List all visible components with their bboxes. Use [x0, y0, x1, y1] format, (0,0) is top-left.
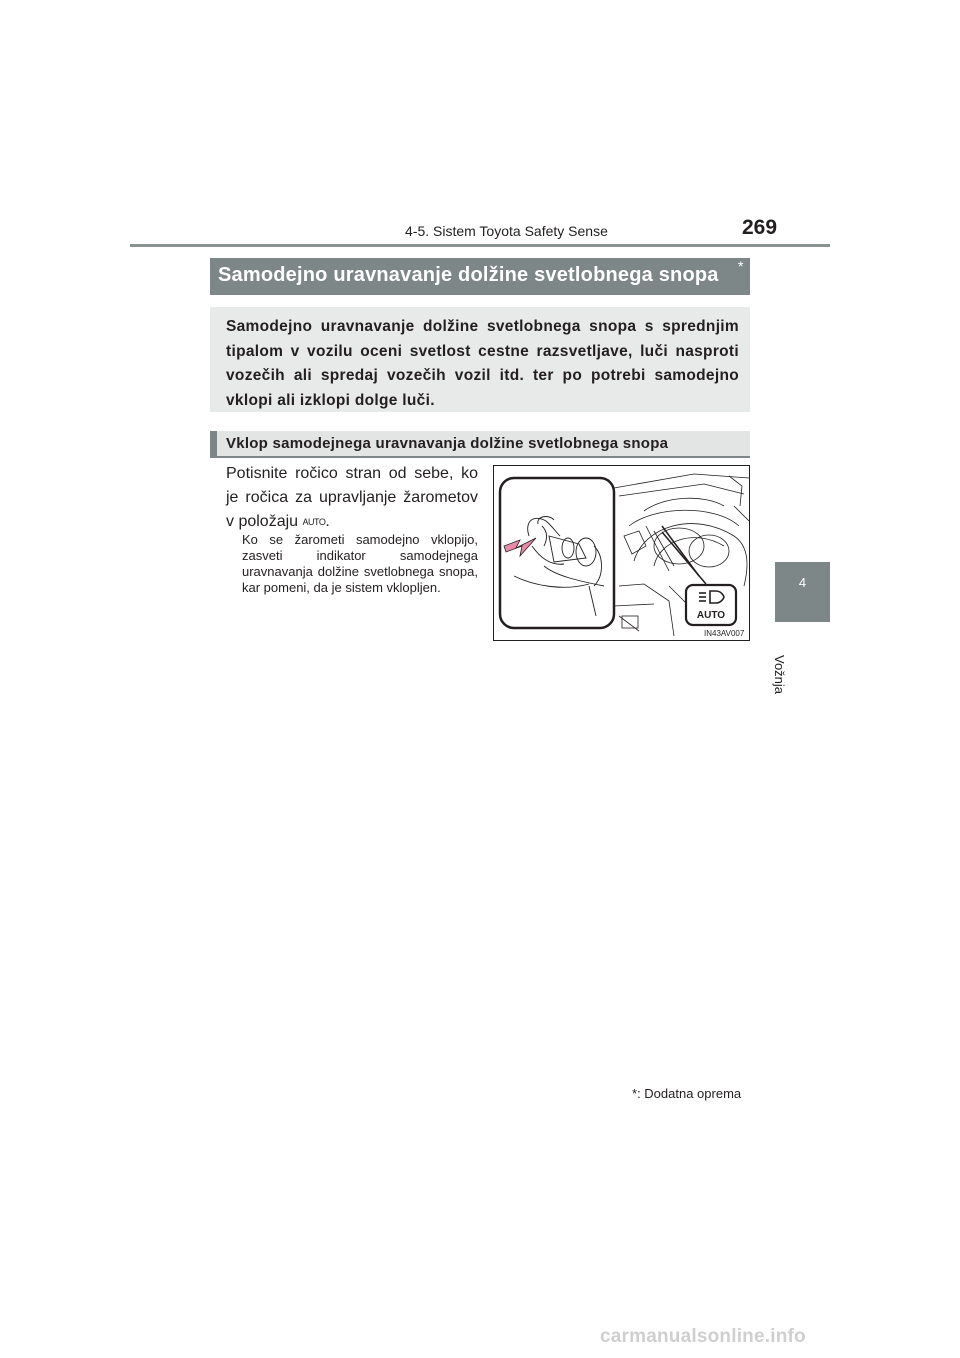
section-title: 4-5. Sistem Toyota Safety Sense — [405, 223, 608, 239]
optional-equipment-star: * — [738, 258, 744, 274]
subheading-accent — [210, 431, 217, 457]
subheading-rule — [210, 456, 750, 458]
note-text: Ko se žarometi samodejno vklopijo, zasveti indikator samodejnega uravnavanja dolžine svetlobnega snopa, kar pomeni, da je sistem vklopljen. — [242, 532, 478, 595]
page-title: Samodejno uravnavanje dolžine svetlobnega snopa — [218, 264, 719, 286]
chapter-label: Vožnja — [772, 655, 787, 695]
header-rule — [130, 244, 830, 247]
zoom-bubble — [500, 478, 614, 628]
footnote-star: * — [632, 1086, 638, 1101]
chapter-tab — [775, 562, 830, 622]
page-number: 269 — [742, 216, 778, 239]
instruction-text-main: Potisnite ročico stran od sebe, ko je ročica za upravljanje žarometov v položaju — [226, 465, 478, 530]
illustration-drawing — [494, 466, 749, 640]
figure-code: IN43AV007 — [704, 629, 745, 638]
chapter-number: 4 — [798, 575, 807, 590]
auto-indicator-label: AUTO — [696, 610, 726, 621]
instruction-text-end: . — [325, 513, 330, 530]
footnote — [632, 1086, 741, 1101]
intro-text: Samodejno uravnavanje dolžine svetlobnega snopa s sprednjim tipalom v vozilu oceni svetlost cestne razsvetljave, luči nasproti vozečih ali spredaj vozečih vozil itd. ter po potrebi samodejno vklopi ali izklopi dolge luči. — [226, 318, 739, 409]
headlight-lever-illustration — [493, 465, 750, 641]
footnote-text: : Dodatna oprema — [637, 1086, 742, 1101]
watermark: carmanualsonline.info — [600, 1326, 806, 1347]
auto-position-icon: AUTO — [302, 517, 326, 527]
subheading-title: Vklop samodejnega uravnavanja dolžine svetlobnega snopa — [226, 435, 669, 452]
instruction-text — [226, 462, 478, 534]
